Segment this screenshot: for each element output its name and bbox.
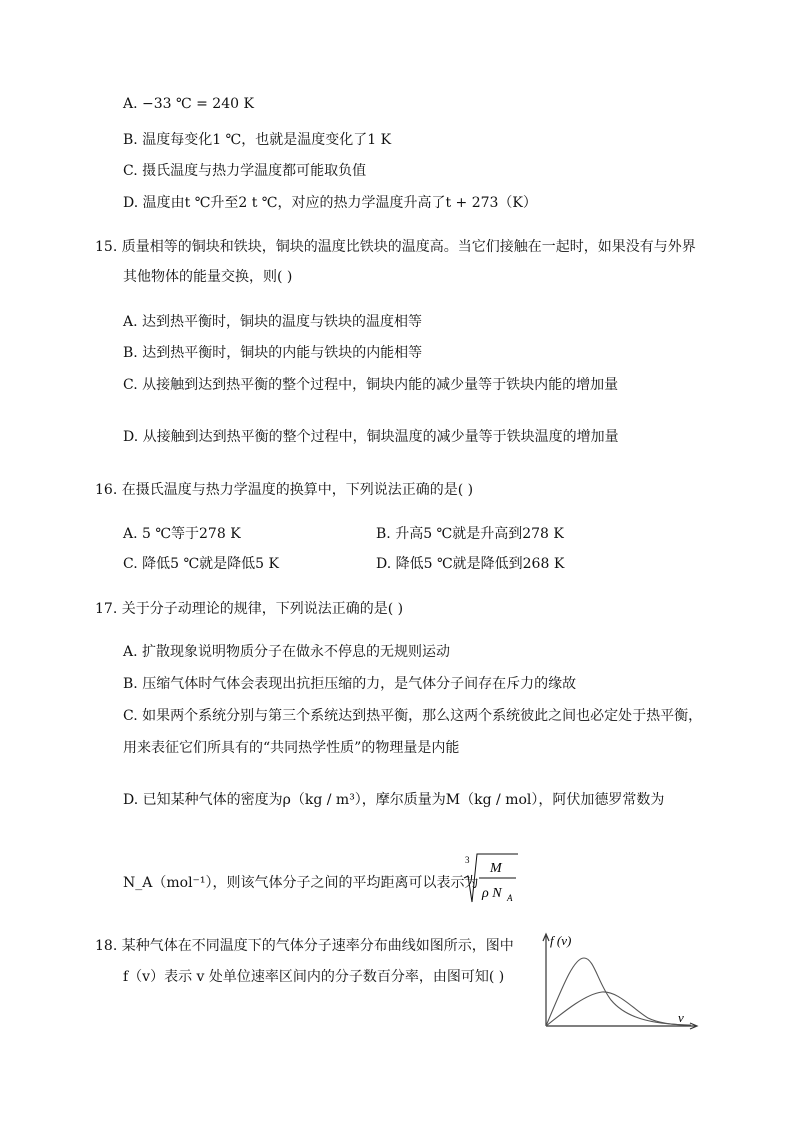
q15-option-b: B. 达到热平衡时，铜块的内能与铁块的内能相等: [123, 345, 423, 361]
formula-numerator: M: [490, 861, 502, 876]
q16-stem: 16. 在摄氏温度与热力学温度的换算中，下列说法正确的是( ): [95, 482, 474, 498]
q16-option-a: A. 5 ℃等于278 K: [123, 526, 241, 542]
q17-option-a: A. 扩散现象说明物质分子在做永不停息的无规则运动: [123, 644, 451, 660]
high-temperature-curve: [546, 992, 691, 1026]
q16-option-d: D. 降低5 ℃就是降低到268 K: [376, 556, 565, 572]
q17-option-d-line1: D. 已知某种气体的密度为ρ（kg / m³），摩尔质量为M（kg / mol），阿伏加德罗常数为: [123, 792, 665, 808]
q18-stem-line2: f（v）表示 v 处单位速率区间内的分子数百分率，由图可知( ): [123, 969, 505, 985]
q15-stem-line2: 其他物体的能量交换，则( ): [123, 269, 293, 285]
formula-denominator: ρ N: [482, 886, 502, 901]
y-axis-label: f (v): [550, 933, 572, 948]
formula-subscript: A: [507, 893, 513, 903]
q16-option-b: B. 升高5 ℃就是升高到278 K: [376, 526, 564, 542]
cube-root-formula: [462, 850, 522, 906]
q17-option-c-line2: 用来表征它们所具有的“共同热学性质”的物理量是内能: [123, 740, 460, 756]
speed-distribution-figure: [536, 928, 706, 1036]
q17-option-c-line1: C. 如果两个系统分别与第三个系统达到热平衡，那么这两个系统彼此之间也必定处于热平衡，: [123, 708, 703, 724]
q14-option-b: B. 温度每变化1 ℃，也就是温度变化了1 K: [123, 132, 392, 148]
q15-option-d: D. 从接触到达到热平衡的整个过程中，铜块温度的减少量等于铁块温度的增加量: [123, 429, 619, 445]
low-temperature-curve: [546, 958, 688, 1026]
q17-option-d-line2: N_A（mol⁻¹），则该气体分子之间的平均距离可以表示为: [123, 875, 479, 891]
q15-option-a: A. 达到热平衡时，铜块的温度与铁块的温度相等: [123, 314, 423, 330]
q14-option-d: D. 温度由t ℃升至2 t ℃，对应的热力学温度升高了t + 273（K）: [123, 195, 537, 211]
q14-option-a: A. −33 ℃ = 240 K: [123, 96, 254, 112]
q18-stem-line1: 18. 某种气体在不同温度下的气体分子速率分布曲线如图所示，图中: [95, 938, 514, 954]
q16-option-c: C. 降低5 ℃就是降低5 K: [123, 556, 279, 572]
x-axis-label: v: [678, 1010, 684, 1025]
root-index: 3: [465, 855, 470, 865]
q17-stem: 17. 关于分子动理论的规律，下列说法正确的是( ): [95, 601, 404, 617]
q15-option-c: C. 从接触到达到热平衡的整个过程中，铜块内能的减少量等于铁块内能的增加量: [123, 377, 619, 393]
q14-option-c: C. 摄氏温度与热力学温度都可能取负值: [123, 163, 367, 179]
q15-stem-line1: 15. 质量相等的铜块和铁块，铜块的温度比铁块的温度高。当它们接触在一起时，如果没有与外界: [95, 239, 696, 255]
q17-option-b: B. 压缩气体时气体会表现出抗拒压缩的力，是气体分子间存在斥力的缘故: [123, 676, 577, 692]
